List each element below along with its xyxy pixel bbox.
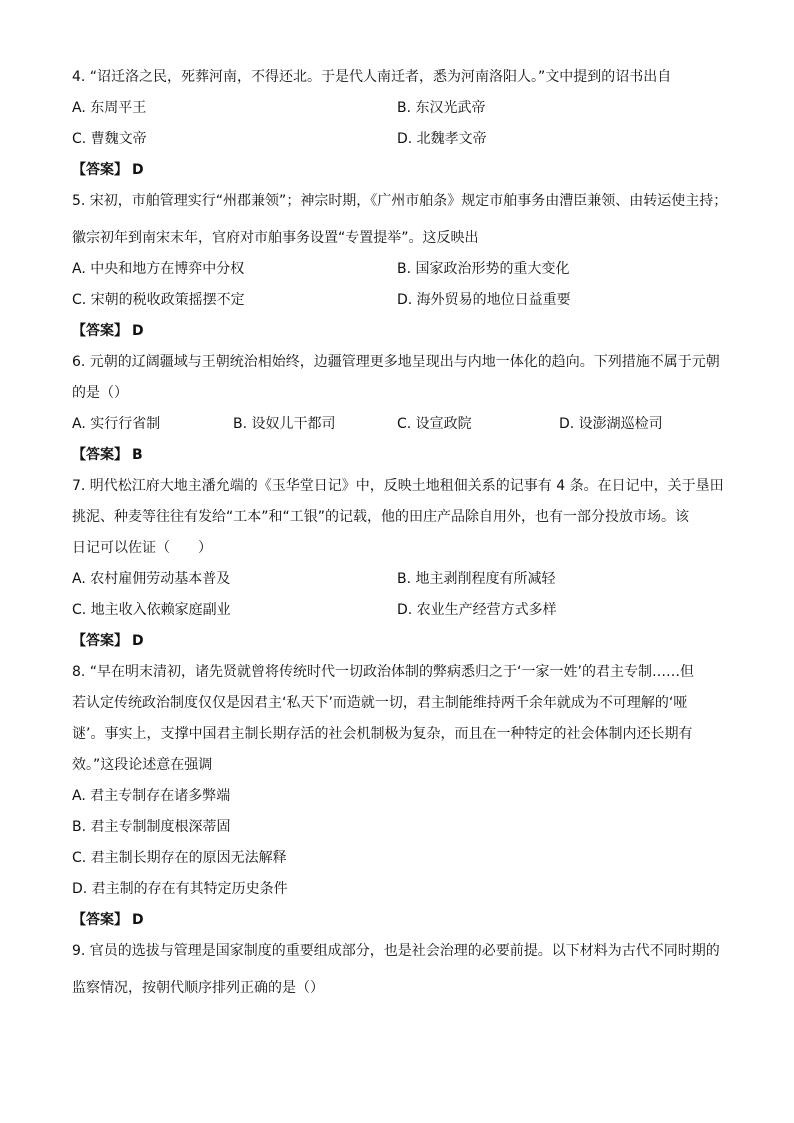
question-stem: 5. 宋初，市舶管理实行“州郡兼领”；神宗时期，《广州市舶条》规定市舶事务由漕臣兼领、由转运使主持；	[72, 193, 728, 209]
answer-value: D	[132, 912, 144, 928]
options-row	[72, 93, 722, 124]
question-stem: 效。”这段论述意在强调	[72, 757, 213, 773]
option-a: A. 中央和地方在博弈中分权	[72, 261, 245, 277]
question-stem: 挑泥、种麦等往往有发给“工本”和“工银”的记载，他的田庄产品除自用外，也有一部分投放市场。该	[72, 509, 690, 525]
question-stem: 的是（）	[72, 385, 128, 401]
options-row	[72, 124, 722, 155]
question-stem: 6. 元朝的辽阔疆域与王朝统治相始终，边疆管理更多地呈现出与内地一体化的趋向。下列措施不属于元朝	[72, 354, 720, 370]
answer-line	[72, 155, 722, 186]
answer-line	[72, 626, 722, 657]
options-row	[72, 285, 722, 316]
option-c: C. 设宣政院	[397, 416, 472, 432]
question-stem: 4. “诏迁洛之民，死葬河南，不得还北。于是代人南迁者，悉为河南洛阳人。”文中提到的诏书出自	[72, 69, 672, 85]
options-row	[72, 254, 722, 285]
option-b: B. 设奴儿干都司	[233, 416, 336, 432]
option-c: C. 曹魏文帝	[72, 131, 147, 147]
option-b: B. 国家政治形势的重大变化	[397, 261, 570, 277]
option-a: A. 农村雇佣劳动基本普及	[72, 571, 231, 587]
option-d: D. 北魏孝文帝	[397, 131, 487, 147]
answer-label: 【答案】	[72, 447, 128, 463]
question-stem: 若认定传统政治制度仅仅是因君主‘私天下’而造就一切，君主制能维持两千余年就成为不可理解的‘哑	[72, 695, 688, 711]
option-b: B. 地主剥削程度有所减轻	[397, 571, 556, 587]
option-b: B. 东汉光武帝	[397, 100, 486, 116]
question-stem: 谜’。事实上，支撑中国君主制长期存活的社会机制极为复杂，而且在一种特定的社会体制内还长期有	[72, 726, 693, 742]
question-7	[72, 471, 722, 657]
options-row	[72, 595, 722, 626]
option-d: D. 海外贸易的地位日益重要	[397, 292, 571, 308]
option-d: D. 君主制的存在有其特定历史条件	[72, 881, 288, 897]
option-a: A. 实行行省制	[72, 416, 161, 432]
answer-value: D	[132, 162, 144, 178]
question-stem: 徽宗初年到南宋末年，官府对市舶事务设置“专置提举”。这反映出	[72, 230, 479, 246]
option-c: C. 宋朝的税收政策摇摆不定	[72, 292, 245, 308]
answer-value: D	[132, 633, 144, 649]
answer-label: 【答案】	[72, 633, 128, 649]
question-stem: 监察情况，按朝代顺序排列正确的是（）	[72, 980, 324, 996]
exam-page	[72, 62, 728, 1004]
question-stem: 日记可以佐证（ ）	[72, 540, 212, 556]
question-8	[72, 657, 722, 936]
question-stem: 7. 明代松江府大地主潘允端的《玉华堂日记》中，反映土地租佃关系的记事有 4 条。在日记中，关于垦田	[72, 478, 724, 494]
option-d: D. 农业生产经营方式多样	[397, 602, 557, 618]
question-6	[72, 347, 722, 471]
options-row	[72, 409, 722, 440]
question-5	[72, 186, 728, 347]
answer-value: B	[132, 447, 143, 463]
answer-value: D	[132, 323, 144, 339]
answer-label: 【答案】	[72, 912, 128, 928]
answer-line	[72, 316, 722, 347]
question-stem: 8. “早在明末清初，诸先贤就曾将传统时代一切政治体制的弊病悉归之于‘一家一姓’的君主专制……但	[72, 664, 694, 680]
option-a: A. 东周平王	[72, 100, 147, 116]
question-9	[72, 936, 722, 1004]
question-4	[72, 62, 722, 186]
option-b: B. 君主专制制度根深蒂固	[72, 819, 231, 835]
answer-label: 【答案】	[72, 162, 128, 178]
option-c: C. 君主制长期存在的原因无法解释	[72, 850, 287, 866]
answer-line	[72, 440, 722, 471]
question-stem: 9. 官员的选拔与管理是国家制度的重要组成部分，也是社会治理的必要前提。以下材料为古代不同时期的	[72, 943, 720, 959]
answer-label: 【答案】	[72, 323, 128, 339]
options-row	[72, 564, 722, 595]
option-c: C. 地主收入依赖家庭副业	[72, 602, 231, 618]
option-a: A. 君主专制存在诸多弊端	[72, 788, 231, 804]
option-d: D. 设澎湖巡检司	[559, 416, 663, 432]
answer-line	[72, 905, 722, 936]
